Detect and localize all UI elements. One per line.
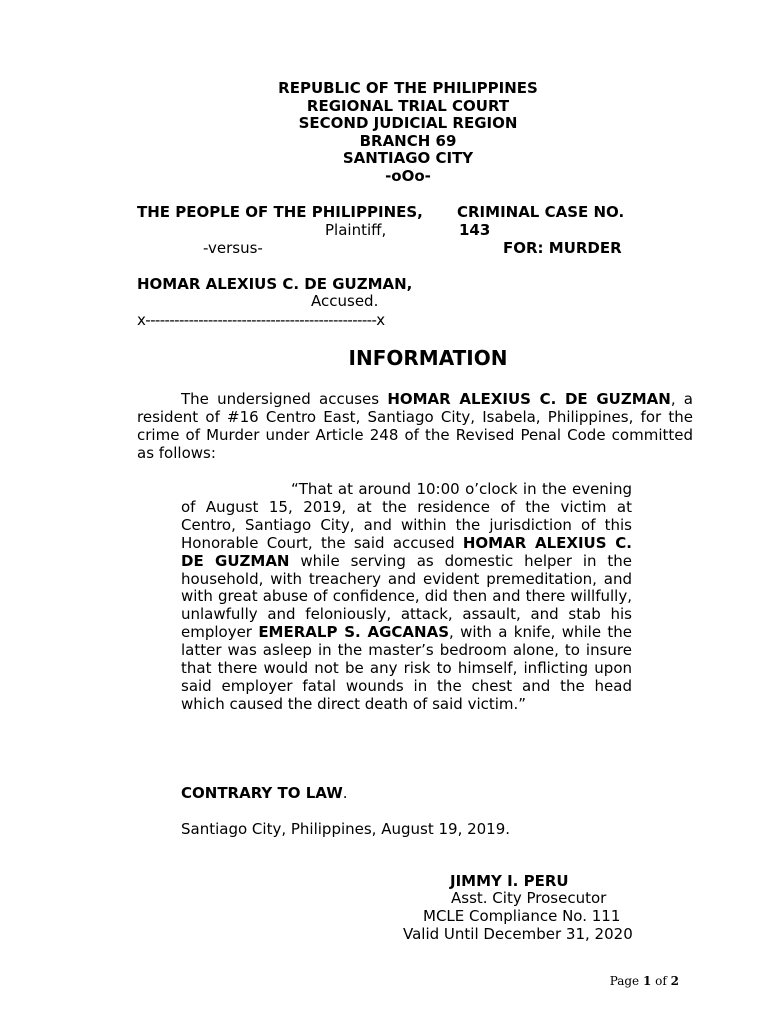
header-city: SANTIAGO CITY bbox=[342, 149, 474, 168]
signatory-position: Asst. City Prosecutor bbox=[451, 889, 607, 907]
header-ornament: -oOo- bbox=[385, 166, 431, 185]
victim-name: EMERALP S. AGCANAS bbox=[258, 623, 450, 642]
page-number: Page 1 of 2 bbox=[609, 974, 679, 988]
signatory-validity: Valid Until December 31, 2020 bbox=[403, 925, 633, 943]
court-header bbox=[0, 80, 768, 186]
case-number: 143 bbox=[459, 221, 491, 239]
intro-paragraph: The undersigned accuses HOMAR ALEXIUS C. DE GUZMAN, a resident of #16 Centro East, Santiago City, Isabela, Philippines, for the crime of Murder under Article 248 of the Revised Penal Code committed as follows: bbox=[137, 390, 693, 462]
document-title: INFORMATION bbox=[348, 346, 508, 370]
header-republic: REPUBLIC OF THE PHILIPPINES bbox=[278, 79, 538, 97]
accused-label: Accused. bbox=[311, 292, 379, 310]
signatory-name: JIMMY I. PERU bbox=[450, 872, 569, 890]
accused-name-intro: HOMAR ALEXIUS C. DE GUZMAN bbox=[387, 390, 671, 408]
place-and-date: Santiago City, Philippines, August 19, 2019. bbox=[181, 820, 511, 838]
charge-paragraph: “That at around 10:00 o’clock in the evening of August 15, 2019, at the residence of the victim at Centro, Santiago City, and within the jurisdiction of this Honorable Court, the said accused HOMAR ALEXIUS C. DE GUZMAN while serving as domestic helper in the household, with treachery and evident premeditation, and with great abuse of confidence, did then and there willfully, unlawfully and feloniously, attack, assault, and stab his employer EMERALP S. AGCANAS, with a knife, while the latter was asleep in the master’s bedroom alone, to insure that there would not be any risk to himself, inflicting upon said employer fatal wounds in the chest and the head which caused the direct death of said victim.” bbox=[181, 480, 633, 713]
contrary-to-law: CONTRARY TO LAW. bbox=[181, 784, 348, 802]
plaintiff-label: Plaintiff, bbox=[325, 221, 387, 239]
caption-separator: x------------------------------------------------x bbox=[137, 311, 385, 329]
plaintiff-name: THE PEOPLE OF THE PHILIPPINES, bbox=[137, 203, 423, 221]
header-region: SECOND JUDICIAL REGION bbox=[298, 114, 518, 133]
signatory-mcle: MCLE Compliance No. 111 bbox=[423, 907, 621, 925]
header-court: REGIONAL TRIAL COURT bbox=[306, 96, 510, 115]
header-branch: BRANCH 69 bbox=[359, 131, 457, 150]
versus-label: -versus- bbox=[203, 239, 263, 257]
accused-name: HOMAR ALEXIUS C. DE GUZMAN, bbox=[137, 275, 413, 293]
charge-label: FOR: MURDER bbox=[503, 239, 622, 257]
accused-name-charge: HOMAR ALEXIUS C. DE GUZMAN bbox=[181, 533, 632, 570]
case-label: CRIMINAL CASE NO. bbox=[457, 203, 625, 221]
